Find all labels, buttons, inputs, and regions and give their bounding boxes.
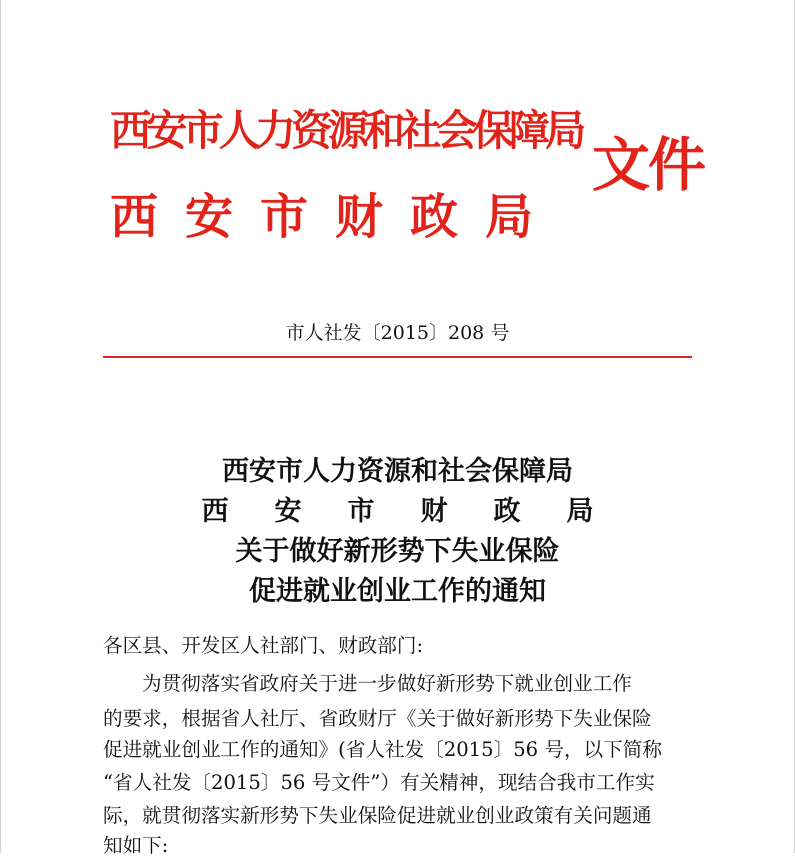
body-line: 的要求，根据省人社厅、省政财厅《关于做好新形势下失业保险 <box>103 707 652 730</box>
title-line-2: 西安市财政局 <box>201 496 640 527</box>
body-line: 促进就业创业工作的通知》(省人社发〔2015〕56 号，以下简称 <box>103 738 662 761</box>
body-line: 为贯彻落实省政府关于进一步做好新形势下就业创业工作 <box>142 672 632 695</box>
issuer-name-1: 西安市人力资源和社会保障局 <box>110 106 582 155</box>
title-line-1: 西安市人力资源和社会保障局 <box>222 456 573 487</box>
page-left-border <box>0 0 1 853</box>
salutation: 各区县、开发区人社部门、财政部门: <box>103 634 424 657</box>
title-line-3: 关于做好新形势下失业保险 <box>235 536 560 567</box>
document-type-label: 文件 <box>592 131 705 199</box>
issuer-name-2: 西安市财政局 <box>110 189 561 245</box>
body-line: “省人社发〔2015〕56 号文件”）有关精神，现结合我市工作实 <box>103 771 655 794</box>
body-line: 知如下: <box>103 834 169 857</box>
document-number: 市人社发〔2015〕208 号 <box>285 322 510 344</box>
red-separator-line <box>103 356 692 358</box>
body-line: 际，就贯彻落实新形势下失业保险促进就业创业政策有关问题通 <box>103 804 652 827</box>
title-line-4: 促进就业创业工作的通知 <box>249 576 546 607</box>
